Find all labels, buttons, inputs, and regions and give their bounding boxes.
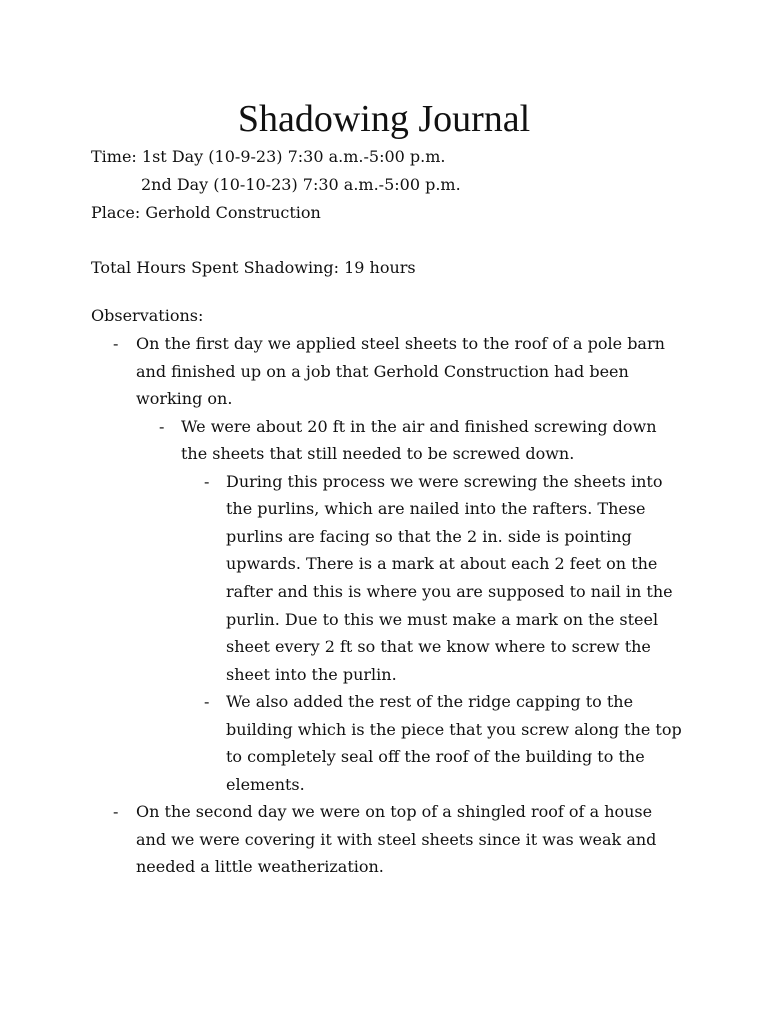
place-line: Place: Gerhold Construction <box>91 203 321 222</box>
bullet-dash: - <box>113 334 119 353</box>
day1-subsub2-line-3: to completely seal off the roof of the building to the <box>226 747 645 766</box>
day1-line-3: working on. <box>136 389 233 408</box>
day1-subsub1-line-7: sheet every 2 ft so that we know where to screw the <box>226 637 651 656</box>
day1-sub-line-1: We were about 20 ft in the air and finished screwing down <box>181 417 657 436</box>
bullet-dash: - <box>159 417 165 436</box>
bullet-dash: - <box>204 472 210 491</box>
day1-subsub1-line-2: the purlins, which are nailed into the rafters. These <box>226 499 646 518</box>
day2-line-2: and we were covering it with steel sheets since it was weak and <box>136 830 657 849</box>
total-hours-line: Total Hours Spent Shadowing: 19 hours <box>91 258 416 277</box>
day1-subsub1-line-5: rafter and this is where you are supposed to nail in the <box>226 582 673 601</box>
day1-subsub1-line-3: purlins are facing so that the 2 in. side is pointing <box>226 527 632 546</box>
day1-subsub2-line-2: building which is the piece that you screw along the top <box>226 720 682 739</box>
bullet-dash: - <box>204 692 210 711</box>
day1-subsub2-line-1: We also added the rest of the ridge capping to the <box>226 692 634 711</box>
day1-subsub1-line-6: purlin. Due to this we must make a mark on the steel <box>226 610 659 629</box>
day1-subsub2-line-4: elements. <box>226 775 305 794</box>
time-line-2: 2nd Day (10-10-23) 7:30 a.m.-5:00 p.m. <box>141 175 461 194</box>
day1-line-1: On the first day we applied steel sheets to the roof of a pole barn <box>136 334 665 353</box>
time-line-1: Time: 1st Day (10-9-23) 7:30 a.m.-5:00 p.m. <box>91 147 446 166</box>
day1-subsub1-line-4: upwards. There is a mark at about each 2 feet on the <box>226 554 658 573</box>
day1-subsub1-line-1: During this process we were screwing the sheets into <box>226 472 663 491</box>
day1-sub-line-2: the sheets that still needed to be screwed down. <box>181 444 575 463</box>
page-title: Shadowing Journal <box>237 98 531 140</box>
day2-line-1: On the second day we were on top of a shingled roof of a house <box>136 802 653 821</box>
observations-heading: Observations: <box>91 306 204 325</box>
day1-subsub1-line-8: sheet into the purlin. <box>226 665 397 684</box>
day1-line-2: and finished up on a job that Gerhold Construction had been <box>136 362 629 381</box>
bullet-dash: - <box>113 802 119 821</box>
day2-line-3: needed a little weatherization. <box>136 857 384 876</box>
